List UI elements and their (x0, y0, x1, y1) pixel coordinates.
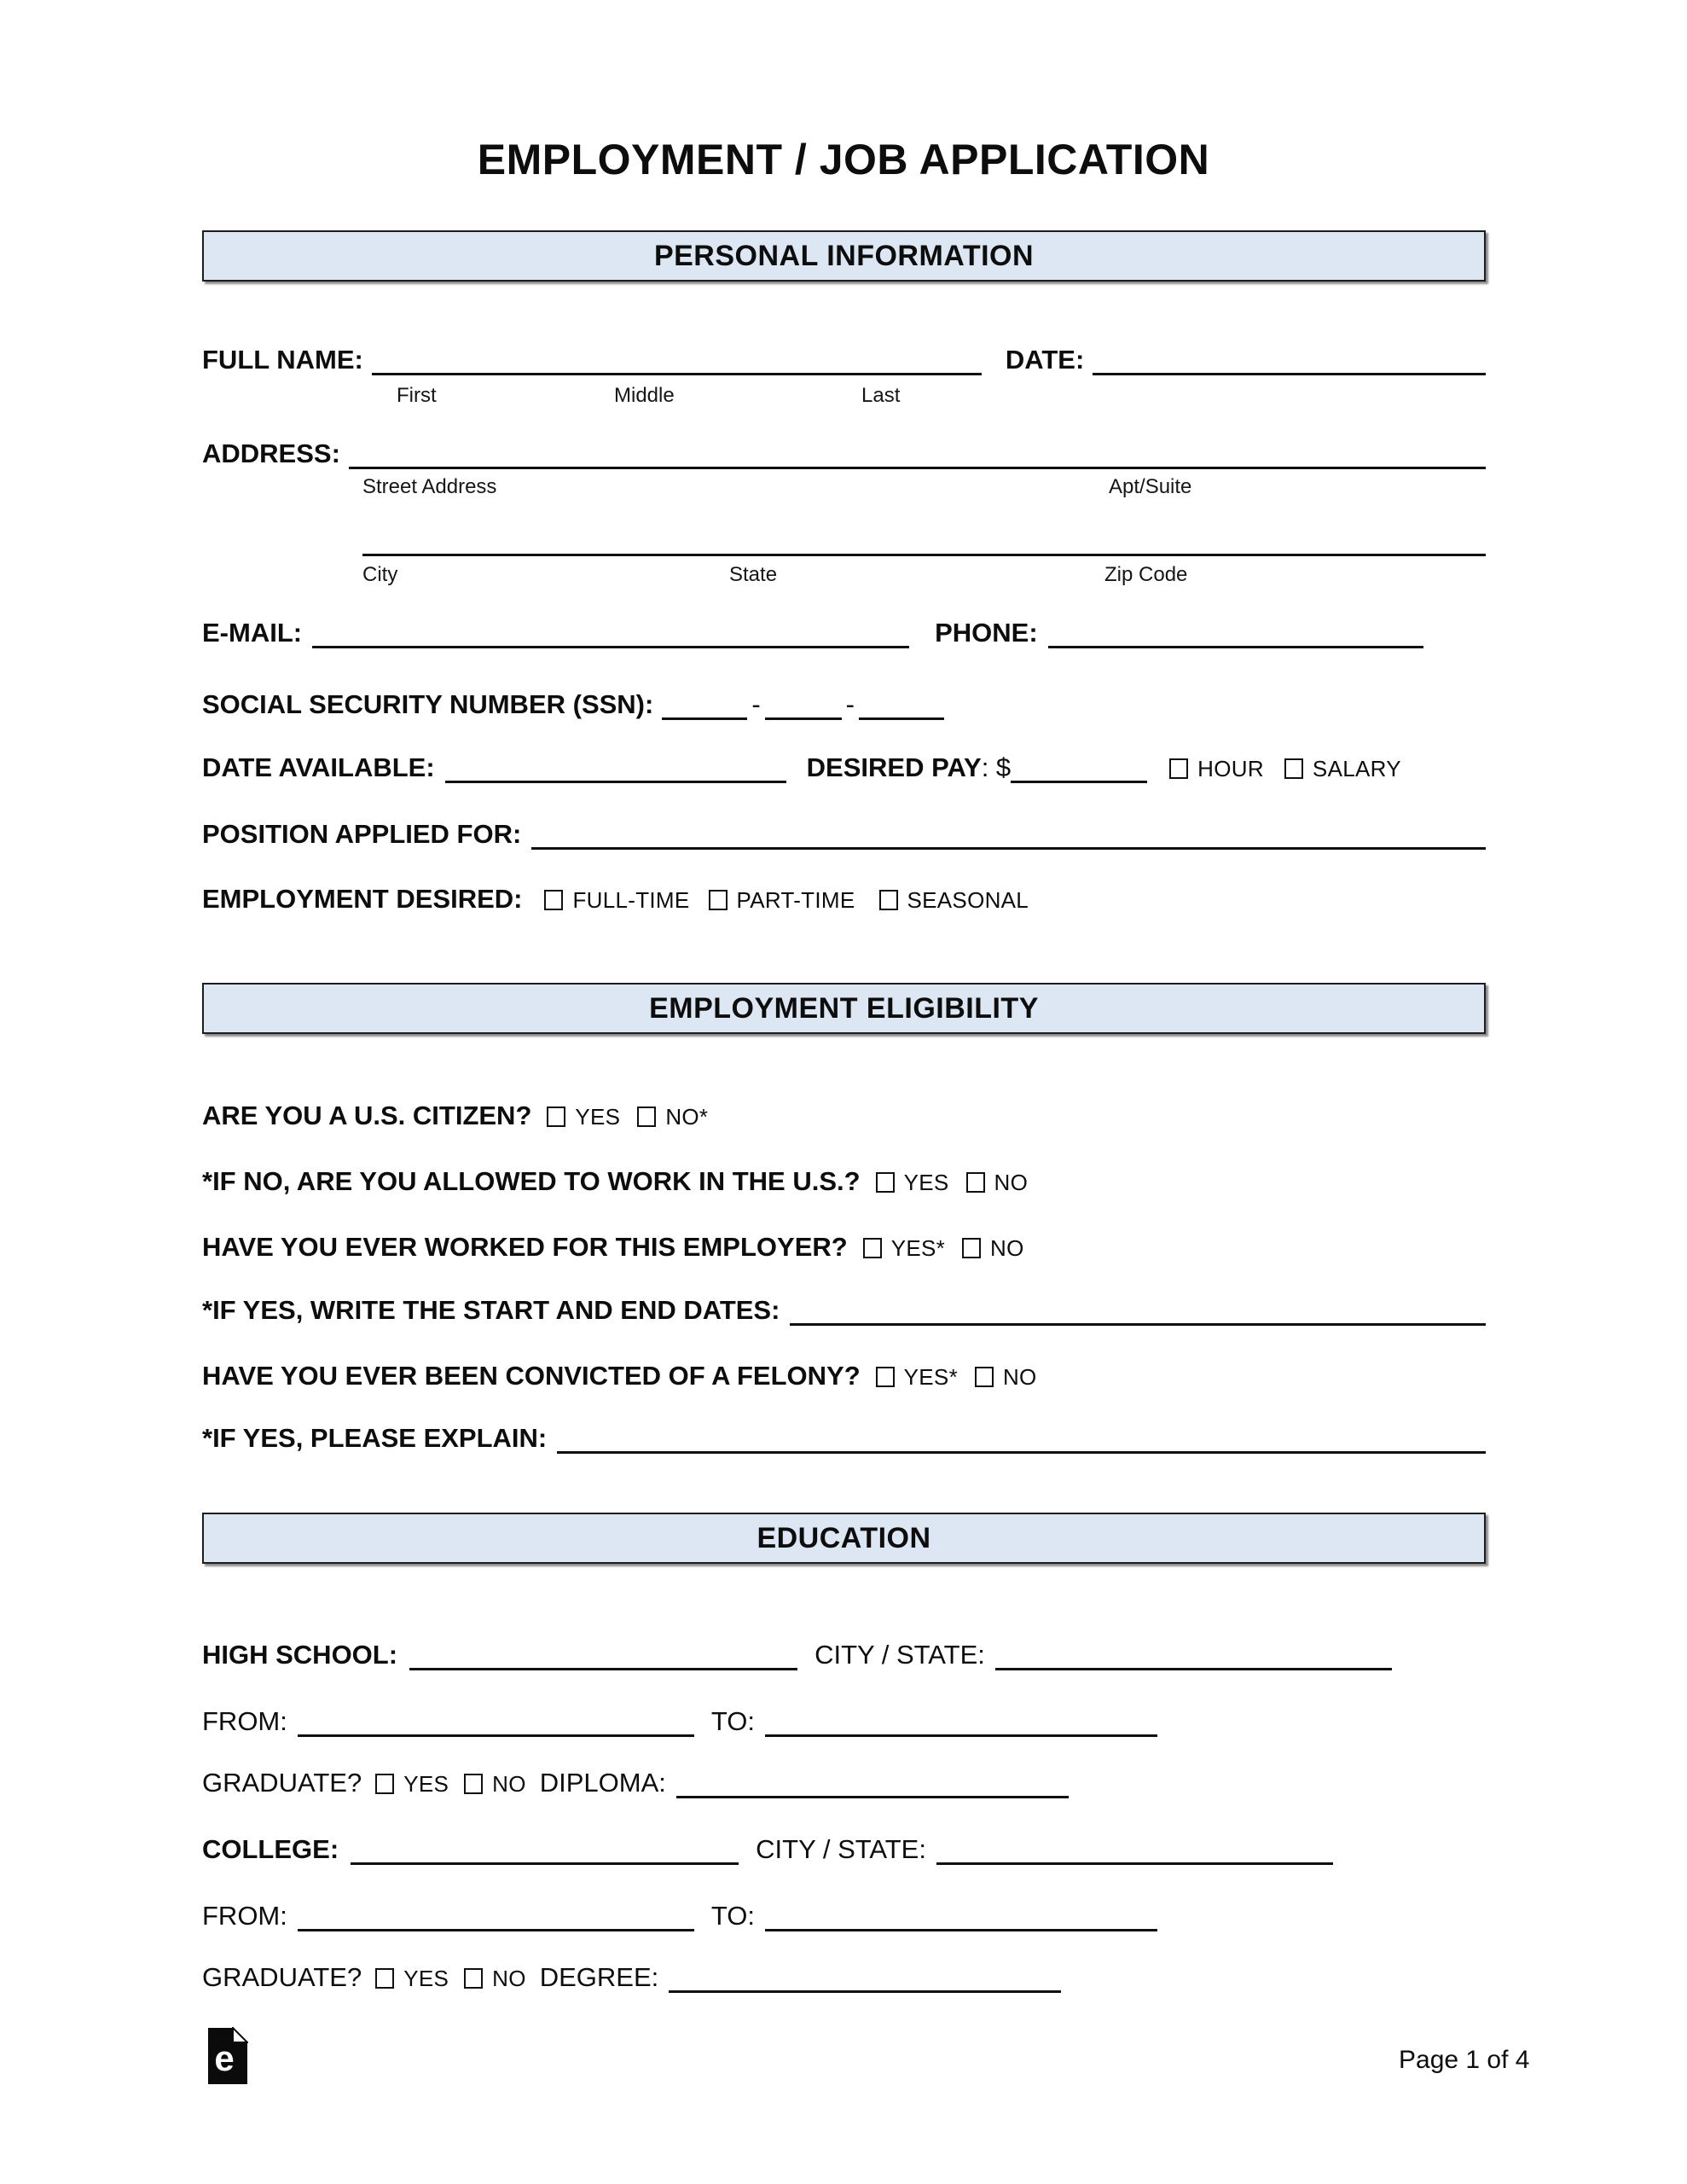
felony-question-row (202, 1357, 1486, 1391)
hs-graduate-yes-checkbox[interactable] (375, 1774, 394, 1794)
citizen-no-option (637, 1106, 708, 1128)
phone-label: PHONE: (935, 618, 1038, 648)
college-from-to-row (202, 1897, 1486, 1931)
hs-from-line[interactable] (298, 1705, 694, 1737)
college-graduate-yes-label: YES (403, 1966, 449, 1991)
employment-desired-row (202, 880, 1486, 915)
address-sublabels-2 (202, 563, 1486, 589)
college-graduate-row (202, 1959, 1486, 1993)
ssn-line-2[interactable] (765, 688, 842, 720)
hs-graduate-no-checkbox[interactable] (464, 1774, 483, 1794)
worked-yes-checkbox[interactable] (863, 1238, 882, 1258)
college-graduate-no-option (464, 1967, 526, 1989)
name-sublabels (202, 384, 1486, 410)
address-row-2 (362, 522, 1486, 556)
address-row (202, 435, 1486, 469)
email-phone-row (202, 614, 1486, 648)
high-school-label: HIGH SCHOOL: (202, 1640, 398, 1670)
allowed-to-work-row (202, 1163, 1486, 1197)
salary-option (1284, 758, 1401, 780)
felony-question-label: HAVE YOU EVER BEEN CONVICTED OF A FELONY? (202, 1361, 861, 1391)
page-number: Page 1 of 4 (1399, 2046, 1530, 2074)
seasonal-label: SEASONAL (907, 887, 1029, 913)
citizen-question-label: ARE YOU A U.S. CITIZEN? (202, 1101, 532, 1131)
state-sublabel: State (729, 563, 778, 586)
address-sublabels-1 (202, 475, 1486, 501)
full-time-option (544, 889, 689, 911)
date-label: DATE: (1005, 345, 1085, 375)
hs-graduate-no-option (464, 1773, 526, 1795)
worked-before-row (202, 1228, 1486, 1263)
position-row (202, 816, 1486, 850)
hs-graduate-label: GRADUATE? (202, 1768, 362, 1798)
street-address-sublabel: Street Address (362, 475, 497, 498)
city-state-zip-line[interactable] (362, 524, 1486, 556)
full-time-label: FULL-TIME (572, 887, 690, 913)
desired-pay-line[interactable] (1011, 751, 1147, 783)
college-graduate-yes-checkbox[interactable] (375, 1968, 394, 1989)
section-header-personal-information (202, 230, 1486, 282)
college-line[interactable] (351, 1833, 739, 1865)
full-name-line[interactable] (372, 343, 982, 375)
start-end-dates-line[interactable] (790, 1293, 1486, 1326)
citizen-question-row (202, 1097, 1486, 1131)
desired-pay-label: DESIRED PAY (806, 752, 982, 783)
pay-row (202, 749, 1486, 783)
hs-graduate-yes-option (375, 1773, 449, 1795)
hour-option (1169, 758, 1264, 780)
high-school-line[interactable] (409, 1638, 797, 1670)
date-line[interactable] (1093, 343, 1486, 375)
date-available-line[interactable] (445, 751, 786, 783)
worked-no-label: NO (990, 1235, 1024, 1261)
ssn-line-1[interactable] (662, 688, 747, 720)
college-label: COLLEGE: (202, 1834, 339, 1865)
hs-to-label: TO: (710, 1706, 755, 1737)
felony-yes-option (876, 1366, 958, 1388)
felony-no-option (975, 1366, 1037, 1388)
start-end-dates-row (202, 1292, 1486, 1326)
hour-checkbox[interactable] (1169, 758, 1188, 779)
hour-label: HOUR (1197, 756, 1264, 781)
felony-explain-row (202, 1420, 1486, 1454)
worked-no-option (962, 1237, 1024, 1259)
college-from-line[interactable] (298, 1899, 694, 1931)
ssn-label: SOCIAL SECURITY NUMBER (SSN): (202, 689, 654, 720)
part-time-option (709, 889, 855, 911)
degree-label: DEGREE: (539, 1962, 659, 1993)
allowed-no-label: NO (994, 1170, 1029, 1195)
felony-yes-checkbox[interactable] (876, 1367, 895, 1387)
seasonal-option (879, 889, 1029, 911)
citizen-no-checkbox[interactable] (637, 1107, 656, 1127)
address-label: ADDRESS: (202, 439, 340, 469)
email-line[interactable] (312, 616, 909, 648)
full-time-checkbox[interactable] (544, 890, 563, 910)
allowed-yes-checkbox[interactable] (876, 1172, 895, 1193)
degree-line[interactable] (669, 1960, 1061, 1993)
felony-no-checkbox[interactable] (975, 1367, 994, 1387)
salary-label: SALARY (1312, 756, 1401, 781)
eforms-logo (207, 2027, 248, 2085)
start-end-dates-label: *IF YES, WRITE THE START AND END DATES: (202, 1295, 780, 1326)
allowed-no-checkbox[interactable] (966, 1172, 985, 1193)
part-time-label: PART-TIME (736, 887, 855, 913)
logo-fold-corner (233, 2028, 247, 2042)
zip-code-sublabel: Zip Code (1104, 563, 1188, 586)
first-sublabel: First (397, 384, 437, 407)
ssn-hyphen-2: - (845, 689, 855, 720)
worked-no-checkbox[interactable] (962, 1238, 981, 1258)
street-address-line[interactable] (349, 437, 1486, 469)
college-city-state-line[interactable] (936, 1833, 1333, 1865)
section-title: EDUCATION (757, 1521, 931, 1554)
section-header-employment-eligibility (202, 983, 1486, 1034)
allowed-no-option (966, 1171, 1029, 1194)
salary-checkbox[interactable] (1284, 758, 1303, 779)
ssn-row (202, 686, 1486, 720)
worked-yes-label: YES* (890, 1235, 946, 1261)
citizen-yes-checkbox[interactable] (547, 1107, 565, 1127)
college-row (202, 1831, 1486, 1865)
high-school-row (202, 1636, 1486, 1670)
allowed-yes-label: YES (903, 1170, 949, 1195)
apt-suite-sublabel: Apt/Suite (1109, 475, 1192, 498)
citizen-yes-option (547, 1106, 620, 1128)
last-sublabel: Last (861, 384, 901, 407)
felony-yes-label: YES* (903, 1364, 958, 1390)
employment-desired-label: EMPLOYMENT DESIRED: (202, 884, 523, 915)
felony-explain-line[interactable] (557, 1421, 1486, 1454)
section-title: PERSONAL INFORMATION (653, 239, 1035, 272)
hs-graduate-no-label: NO (492, 1771, 526, 1797)
section-header-education (202, 1513, 1486, 1564)
worked-yes-option (863, 1237, 945, 1259)
hs-city-state-line[interactable] (995, 1638, 1392, 1670)
email-label: E-MAIL: (202, 618, 303, 648)
logo-letter: e (214, 2038, 235, 2078)
hs-from-to-row (202, 1703, 1486, 1737)
worked-before-label: HAVE YOU EVER WORKED FOR THIS EMPLOYER? (202, 1232, 848, 1263)
section-title: EMPLOYMENT ELIGIBILITY (649, 991, 1039, 1025)
diploma-line[interactable] (676, 1766, 1069, 1798)
ssn-hyphen-1: - (751, 689, 761, 720)
diploma-label: DIPLOMA: (539, 1768, 666, 1798)
college-city-state-label: CITY / STATE: (756, 1834, 926, 1865)
felony-explain-label: *IF YES, PLEASE EXPLAIN: (202, 1423, 548, 1454)
college-graduate-label: GRADUATE? (202, 1962, 362, 1993)
hs-to-line[interactable] (765, 1705, 1157, 1737)
hs-city-state-label: CITY / STATE: (815, 1640, 985, 1670)
form-title: EMPLOYMENT / JOB APPLICATION (477, 136, 1210, 183)
hs-graduate-yes-label: YES (403, 1771, 449, 1797)
college-graduate-yes-option (375, 1967, 449, 1989)
hs-graduate-row (202, 1764, 1486, 1798)
full-name-label: FULL NAME: (202, 345, 363, 375)
position-line[interactable] (531, 817, 1486, 850)
allowed-yes-option (876, 1171, 949, 1194)
full-name-row (202, 341, 1486, 375)
college-to-line[interactable] (765, 1899, 1157, 1931)
felony-no-label: NO (1002, 1364, 1037, 1390)
citizen-yes-label: YES (575, 1104, 621, 1130)
allowed-to-work-label: *IF NO, ARE YOU ALLOWED TO WORK IN THE U.S.? (202, 1166, 861, 1197)
date-available-label: DATE AVAILABLE: (202, 752, 435, 783)
middle-sublabel: Middle (614, 384, 675, 407)
college-from-label: FROM: (202, 1901, 287, 1931)
seasonal-checkbox[interactable] (879, 890, 898, 910)
hs-from-label: FROM: (202, 1706, 287, 1737)
college-graduate-no-label: NO (492, 1966, 526, 1991)
city-sublabel: City (362, 563, 398, 586)
desired-pay-separator: : $ (981, 752, 1012, 783)
citizen-no-label: NO* (665, 1104, 709, 1130)
position-label: POSITION APPLIED FOR: (202, 819, 522, 850)
part-time-checkbox[interactable] (709, 890, 728, 910)
college-graduate-no-checkbox[interactable] (464, 1968, 483, 1989)
phone-line[interactable] (1048, 616, 1423, 648)
ssn-line-3[interactable] (859, 688, 944, 720)
college-to-label: TO: (710, 1901, 755, 1931)
